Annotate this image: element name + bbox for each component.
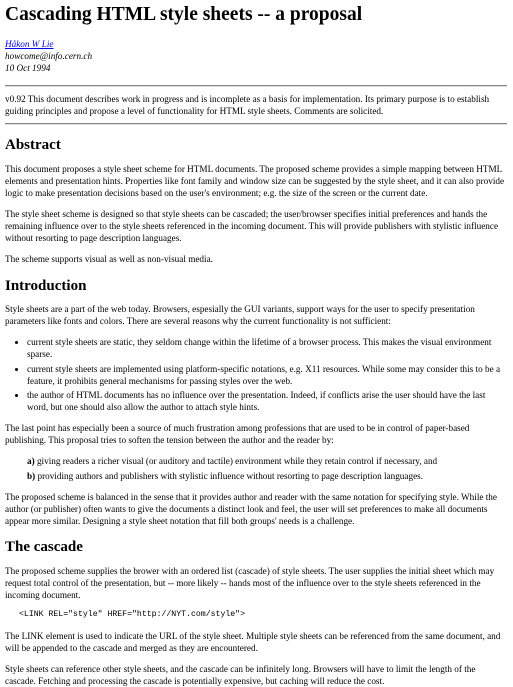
abstract-paragraph-3: The scheme supports visual as well as non-visual media. [5,254,213,265]
divider [5,85,507,87]
cascade-paragraph-2: The LINK element is used to indicate the URL of the style sheet. Multiple style sheets can be referenced from the same document, and will be appended to the cascade and merged as they are encountered. [5,630,501,653]
code-example: <LINK REL="style" HREF="http://NYT.com/style"> [19,610,246,620]
list-item: • current style sheets are implemented using platform-specific notations, e.g. X11 resources. While some may consider this to be a feature, it prohibits general mechanisms for passing styles over the web. [27,363,507,387]
list-text: providing authors and publishers with stylistic influence without resorting to page description languages. [37,470,424,481]
introduction-paragraph-1: Style sheets are a part of the web today. Browsers, espesially the GUI variants, support ways for the user to specify presentation parameters like fonts and colors. There are several reasons why the current functionality is not sufficient: [5,304,475,327]
divider [5,123,507,125]
abstract-paragraph-1: This document proposes a style sheet scheme for HTML documents. The proposed scheme provides a simple mapping between HTML elements and presentation hints. Properties like font family and window size can be suggested by the style sheet, and it can also provide logic to make presentation decisions based on the user's environment; e.g. the size of the screen or the current date. [5,163,505,198]
list-item: • the author of HTML documents has no influence over the presentation. Indeed, if conflicts arise the user should have the last word, but one should also allow the author to attach style hints. [27,389,507,413]
list-item [27,455,507,467]
list-label: a) [27,456,35,467]
cascade-paragraph-3: Style sheets can reference other style sheets, and the cascade can be infinitely long. Browsers will have to limit the length of the cascade. Fetching and processing the cascade is potentially expensive, but caching will reduce the cost. [5,664,476,687]
list-item: • current style sheets are static, they seldom change within the lifetime of a browser process. This makes the visual environment sparse. [27,336,507,360]
abstract-paragraph-2: The style sheet scheme is designed so that style sheets can be cascaded; the user/browser specifies initial preferences and hands the remaining influence over to the style sheets referenced in the incoming document. This will provide publishers with stylistic influence without resorting to page description languages. [5,208,499,244]
introduction-bullets [5,336,507,413]
author-email: howcome@info.cern.ch [5,51,93,62]
introduction-paragraph-3: The proposed scheme is balanced in the sense that it provides author and reader with the same notation for specifying style. While the author (or publisher) often wants to give the documents a distinct look and feel, the user will set preferences to make all documents appear more similar. Designing a style sheet notation that fill both groups' needs is a challenge. [5,491,497,526]
introduction-paragraph-2: The last point has especially been a source of much frustration among professions that are used to be in control of paper-based publishing. This proposal tries to soften the tension between the author and the reader by: [5,423,470,446]
author-block [5,39,507,74]
introduction-ordered-list [27,455,507,481]
status-paragraph: v0.92 This document describes work in progress and is incomplete as a basis for implementation. Its primary purpose is to establish guiding principles and propose a level of functionality for HTML style sheets. Comments are solicited. [5,93,490,116]
list-item [27,470,507,482]
author-link[interactable]: Håkon W Lie [5,39,54,50]
cascade-heading: The cascade [5,539,83,556]
abstract-heading: Abstract [5,137,61,154]
list-text: giving readers a richer visual (or auditory and tactile) environment while they retain control if necessary, and [36,456,438,467]
page-title: Cascading HTML style sheets -- a proposal [5,4,363,25]
introduction-heading: Introduction [5,277,87,294]
author-date: 10 Oct 1994 [5,62,51,73]
cascade-paragraph-1: The proposed scheme supplies the brower with an ordered list (cascade) of style sheets. The user supplies the initial sheet which may request total control of the presentation, but -- more likely -- hands most of the influence over to the style sheets referenced in the incoming document. [5,565,495,600]
list-label: b) [27,470,36,481]
